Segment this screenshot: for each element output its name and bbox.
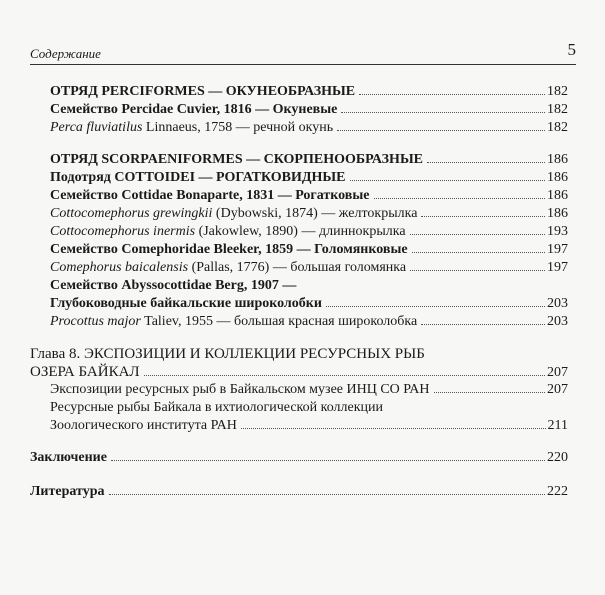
toc-entry-zin-collection[interactable] bbox=[50, 418, 568, 434]
entry-title: Литература bbox=[30, 484, 105, 499]
entry-page: 186 bbox=[547, 188, 568, 203]
toc-entry-perca-fluviatilus[interactable] bbox=[50, 120, 568, 136]
entry-title: Подотряд COTTOIDEI — РОГАТКОВИДНЫЕ bbox=[50, 170, 346, 185]
toc-entry-zin-collection-line1: Ресурсные рыбы Байкала в ихтиологической коллекции bbox=[50, 400, 383, 415]
entry-title: (Dybowski, 1874) — желтокрылка bbox=[212, 206, 418, 221]
toc-entry-literature[interactable] bbox=[30, 484, 568, 500]
entry-page: 186 bbox=[547, 206, 568, 221]
entry-title: ОТРЯД PERCIFORMES — ОКУНЕОБРАЗНЫЕ bbox=[50, 84, 356, 99]
species-name: Cottocomephorus grewingkii bbox=[50, 206, 213, 221]
toc-entry-chapter-8-line1: Глава 8. ЭКСПОЗИЦИИ И КОЛЛЕКЦИИ РЕСУРСНЫХ РЫБ bbox=[30, 346, 425, 362]
entry-page: 197 bbox=[547, 242, 568, 257]
entry-title: Семейство Percidae Cuvier, 1816 — Окуневые bbox=[50, 102, 338, 117]
entry-page: 203 bbox=[547, 296, 568, 311]
entry-title: ОТРЯД SCORPAENIFORMES — СКОРПЕНООБРАЗНЫЕ bbox=[50, 152, 424, 167]
entry-page: 182 bbox=[547, 84, 568, 99]
entry-page: 203 bbox=[547, 314, 568, 329]
toc-entry-order-perciformes[interactable] bbox=[50, 84, 568, 100]
entry-title: ОЗЕРА БАЙКАЛ bbox=[30, 364, 140, 380]
entry-page: 222 bbox=[547, 484, 568, 499]
toc-entry-baikal-museum-exposition[interactable] bbox=[50, 382, 568, 398]
entry-page: 182 bbox=[547, 102, 568, 117]
entry-title: Семейство Cottidae Bonaparte, 1831 — Рогатковые bbox=[50, 188, 370, 203]
toc-entry-family-cottidae[interactable] bbox=[50, 188, 568, 204]
entry-title: (Jakowlew, 1890) — длиннокрылка bbox=[195, 224, 406, 239]
entry-page: 197 bbox=[547, 260, 568, 275]
toc-entry-family-abyssocottidae[interactable] bbox=[50, 296, 568, 312]
entry-title: (Pallas, 1776) — большая голомянка bbox=[188, 260, 407, 275]
species-name: Comephorus baicalensis bbox=[50, 260, 189, 275]
header-title: Содержание bbox=[30, 46, 101, 61]
toc-entry-procottus-major[interactable] bbox=[50, 314, 568, 330]
toc-entry-chapter-8[interactable] bbox=[30, 364, 568, 380]
entry-page: 207 bbox=[547, 365, 568, 380]
entry-title: Taliev, 1955 — большая красная широколобка bbox=[140, 314, 418, 329]
entry-title: Заключение bbox=[30, 450, 107, 465]
entry-title: Linnaeus, 1758 — речной окунь bbox=[142, 120, 334, 135]
header-rule bbox=[30, 64, 576, 65]
species-name: Cottocomephorus inermis bbox=[50, 224, 196, 239]
entry-page: 211 bbox=[547, 418, 568, 433]
toc-entry-order-scorpaeniformes[interactable] bbox=[50, 152, 568, 168]
species-name: Procottus major bbox=[50, 314, 141, 329]
entry-page: 220 bbox=[547, 450, 568, 465]
toc-entry-comephorus-baicalensis[interactable] bbox=[50, 260, 568, 276]
running-header bbox=[30, 40, 576, 62]
toc-entry-family-comephoridae[interactable] bbox=[50, 242, 568, 258]
toc-entry-family-percidae[interactable] bbox=[50, 102, 568, 118]
entry-title: Экспозиции ресурсных рыб в Байкальском музее ИНЦ СО РАН bbox=[50, 382, 430, 397]
toc-entry-suborder-cottoidei[interactable] bbox=[50, 170, 568, 186]
entry-page: 186 bbox=[547, 170, 568, 185]
page-number: 5 bbox=[567, 40, 576, 59]
toc-entry-cottocomephorus-grewingkii[interactable] bbox=[50, 206, 568, 222]
toc-entry-cottocomephorus-inermis[interactable] bbox=[50, 224, 568, 240]
entry-title: Глубоководные байкальские широколобки bbox=[50, 296, 322, 311]
entry-page: 182 bbox=[547, 120, 568, 135]
entry-title: Зоологического института РАН bbox=[50, 418, 237, 433]
entry-page: 193 bbox=[547, 224, 568, 239]
entry-title: Семейство Comephoridae Bleeker, 1859 — Голомянковые bbox=[50, 242, 408, 257]
species-name: Perca fluviatilus bbox=[50, 120, 143, 135]
entry-page: 207 bbox=[547, 382, 568, 397]
toc-entry-family-abyssocottidae-line1: Семейство Abyssocottidae Berg, 1907 — bbox=[50, 278, 297, 293]
toc-entry-conclusion[interactable] bbox=[30, 450, 568, 466]
entry-page: 186 bbox=[547, 152, 568, 167]
